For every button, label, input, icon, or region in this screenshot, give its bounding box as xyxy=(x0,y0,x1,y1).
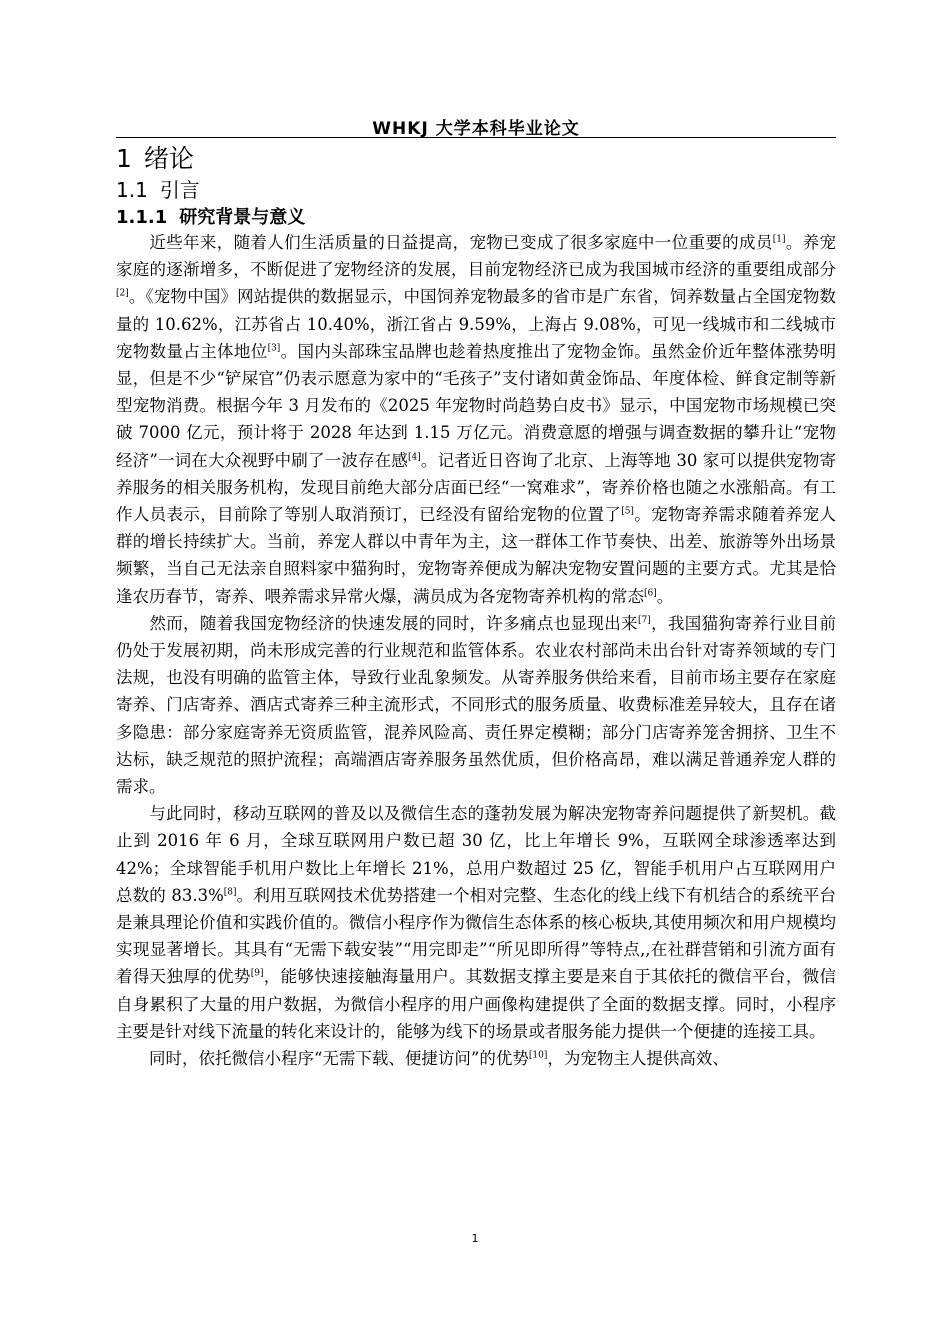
chapter-heading xyxy=(116,143,194,175)
paragraph-text: ，我国猫狗寄养行业目前仍处于发展初期，尚未形成完善的行业规范和监管体系。农业农村部尚未出台针对寄养领域的专门法规，也没有明确的监管主体，导致行业乱象频发。从寄养服务供给来看，目前市场主要存在家庭寄养、门店寄养、酒店式寄养三种主流形式，不同形式的服务质量、收费标准差异较大，且存在诸多隐患：部分家庭寄养无资质监管，混养风险高、责任界定模糊；部分门店寄养笼舍拥挤、卫生不达标，缺乏规范的照护流程；高端酒店寄养服务虽然优质，但价格高昂，难以满足普通养宠人群的需求。 xyxy=(116,613,837,797)
paragraph-text: 。国内头部珠宝品牌也趁着热度推出了宠物金饰。虽然金价近年整体涨势明显，但是不少“铲屎官”仍表示愿意为家中的“毛孩子”支付诸如黄金饰品、年度体检、鲜食定制等新型宠物消费。根据今年 3 月发布的《2025 年宠物时尚趋势白皮书》显示，中国宠物市场规模已突破 7000 亿元，预计将于 2028 年达到 1.15 万亿元。消费意愿的增强与调查数据的攀升让“宠物经济”一词在大众视野中刷了一波存在感 xyxy=(116,341,837,470)
citation-marker: [3] xyxy=(267,343,281,354)
section-title: 引言 xyxy=(159,178,200,202)
citation-marker: [8] xyxy=(223,887,237,898)
body-paragraph xyxy=(116,610,836,800)
citation-marker: [10] xyxy=(528,1050,548,1061)
paragraph-text: 。宠物寄养需求随着养宠人群的增长持续扩大。当前，养宠人群以中青年为主，这一群体工作节奏快、出差、旅游等外出场景频繁，当自己无法亲自照料家中猫狗时，宠物寄养便成为解决宠物安置问题的主要方式。尤其是恰逢农历春节，寄养、喂养需求异常火爆，满员成为各宠物寄养机构的常态 xyxy=(116,505,837,606)
paragraph-text: 然而，随着我国宠物经济的快速发展的同时，许多痛点也显现出来 xyxy=(149,613,638,633)
citation-marker: [6] xyxy=(644,588,657,599)
citation-marker: [7] xyxy=(637,615,651,626)
section-number: 1.1 xyxy=(116,178,148,202)
body-paragraph xyxy=(116,229,836,610)
body-paragraph xyxy=(116,800,836,1045)
paragraph-text: 。 xyxy=(656,586,674,606)
paragraph-text: 近些年来，随着人们生活质量的日益提高，宠物已变成了很多家庭中一位重要的成员 xyxy=(149,233,773,252)
citation-marker: [2] xyxy=(116,288,129,299)
paragraph-text: 。《宠物中国》网站提供的数据显示，中国饲养宠物最多的省市是广东省，饲养数量占全国宠物数量的 10.62%，江苏省占 10.40%，浙江省占 9.59%，上海占 9.08%，可见一线城市和二线城市宠物数量占主体地位 xyxy=(116,287,836,361)
running-header: WHKJ 大学本科毕业论文 xyxy=(372,119,580,139)
paragraph-text: 同时，依托微信小程序“无需下载、便捷访问”的优势 xyxy=(149,1049,529,1069)
chapter-title: 绪论 xyxy=(143,144,194,173)
citation-marker: [1] xyxy=(772,234,786,245)
paragraph-text: 。养宠家庭的逐渐增多，不断促进了宠物经济的发展，目前宠物经济已成为我国城市经济的重要组成部分 xyxy=(116,233,837,280)
body-text xyxy=(116,229,836,1072)
header-rule xyxy=(116,137,836,138)
body-paragraph xyxy=(116,1045,836,1072)
paragraph-text: 与此同时，移动互联网的普及以及微信生态的蓬勃发展为解决宠物寄养问题提供了新契机。截止到 2016 年 6 月，全球互联网用户数已超 30 亿，比上年增长 9%，互联网全球渗透率达到 42%；全球智能手机用户数比上年增长 21%，总用户数超过 25 亿，智能手机用户占互联网用户总数的 83.3% xyxy=(116,804,836,905)
paragraph-text: 。利用互联网技术优势搭建一个相对完整、生态化的线上线下有机结合的系统平台是兼具理论价值和实践价值的。微信小程序作为微信生态体系的核心板块,其使用频次和用户规模均实现显著增长。其具有“无需下载安装”“用完即走”“所见即所得”等特点,,在社群营销和引流方面有着得天独厚的优势 xyxy=(116,885,837,987)
subsection-heading xyxy=(116,205,305,231)
subsection-number: 1.1.1 xyxy=(116,207,168,228)
paragraph-text: ，能够快速接触海量用户。其数据支撑主要是来自于其依托的微信平台，微信自身累积了大量的用户数据，为微信小程序的用户画像构建提供了全面的数据支撑。同时，小程序主要是针对线下流量的转化来设计的，能够为线下的场景或者服务能力提供一个便捷的连接工具。 xyxy=(116,967,837,1041)
subsection-title: 研究背景与意义 xyxy=(179,207,306,228)
paragraph-text: ，为宠物主人提供高效、 xyxy=(547,1049,729,1069)
citation-marker: [5] xyxy=(621,506,634,517)
page-number: 1 xyxy=(471,1232,479,1245)
chapter-number: 1 xyxy=(116,144,132,173)
section-heading xyxy=(116,176,200,204)
citation-marker: [9] xyxy=(250,968,264,979)
citation-marker: [4] xyxy=(408,452,421,463)
paragraph-text: 。记者近日咨询了北京、上海等地 30 家可以提供宠物寄养服务的相关服务机构，发现目前绝大部分店面已经“一窝难求”，寄养价格也随之水涨船高。有工作人员表示，目前除了等别人取消预订，已经没有留给宠物的位置了 xyxy=(116,450,836,525)
